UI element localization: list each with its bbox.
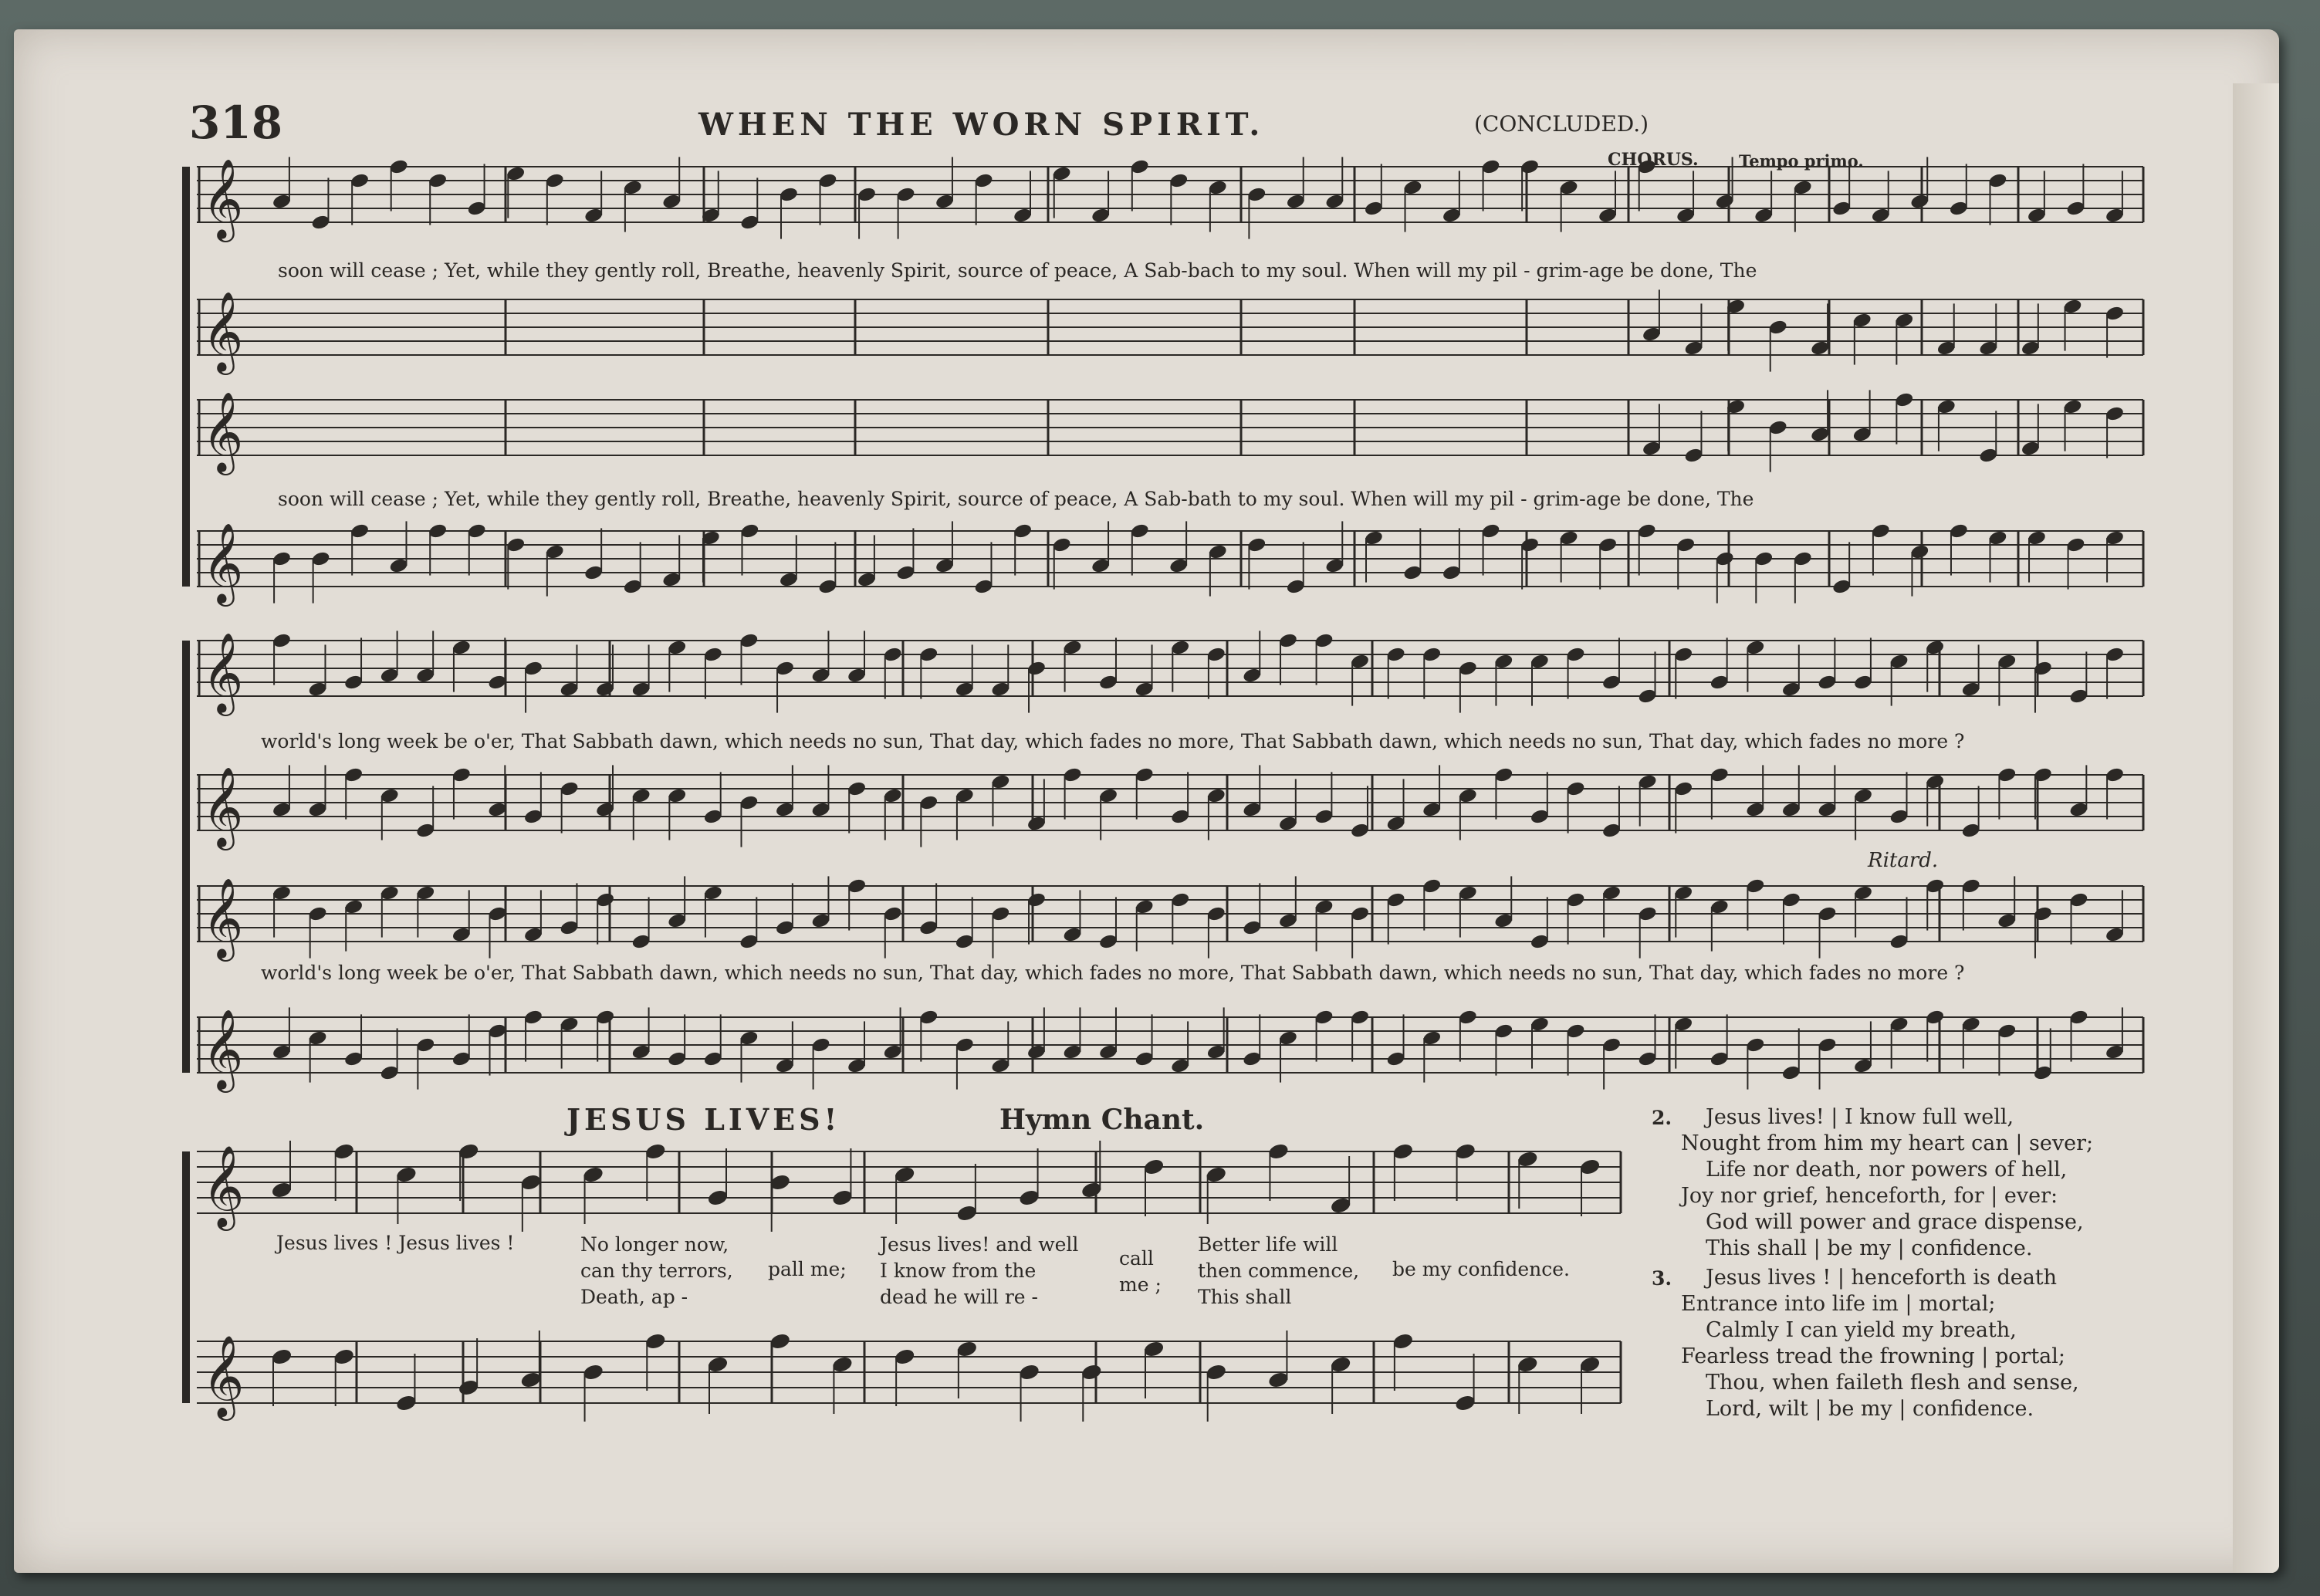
verse-2-number: 2. [1652,1107,1672,1129]
treble-clef: 𝄞 [202,291,244,372]
chant-call-text [1119,1246,1162,1298]
bass-clef: 𝄞 [202,522,244,604]
verse-3-line: Lord, wilt | be my | confidence. [1706,1397,2034,1421]
verse-2-line: God will power and grace dispense, [1706,1210,2084,1234]
system1-lyrics-top: soon will cease ; Yet, while they gently roll, Breathe, heavenly Spirit, source of peace, A Sab-bach to my soul. When will my pil - grim-age be done, The [278,259,1757,282]
chant-group-3-line: This shall [1198,1286,1292,1308]
chant-group-1-line: No longer now, [580,1233,729,1256]
treble-clef: 𝄞 [202,158,244,239]
system2-bracket [182,641,190,1073]
bass-clef: 𝄞 [202,1334,245,1417]
chant-bracket [182,1151,190,1403]
verse-2-line: Joy nor grief, henceforth, for | ever: [1681,1184,2058,1208]
chant-group-1 [580,1232,733,1310]
chant-call-line: me ; [1119,1273,1162,1296]
treble-clef: 𝄞 [202,632,244,713]
treble-clef: 𝄞 [202,766,244,847]
system1-bracket [182,167,190,587]
chant-title: JESUS LIVES! [566,1102,841,1137]
treble-clef: 𝄞 [202,1145,245,1227]
verse-2-line: This shall | be my | confidence. [1706,1236,2033,1260]
verse-3-line: Thou, when faileth flesh and sense, [1706,1371,2079,1395]
tempo-label: Tempo primo. [1739,151,1864,171]
chant-group-2-line: dead he will re - [880,1286,1038,1308]
chant-group-1-line: can thy terrors, [580,1260,733,1282]
system2-lyrics-top: world's long week be o'er, That Sabbath dawn, which needs no sun, That day, which fades no more, That Sabbath dawn, which needs no sun, That day, which fades no more ? [261,730,1965,752]
treble-clef: 𝄞 [202,877,244,959]
system1-lyrics-bottom: soon will cease ; Yet, while they gently roll, Breathe, heavenly Spirit, source of peace, A Sab-bath to my soul. When will my pil - grim-age be done, The [278,488,1754,510]
system2-lyrics-bottom: world's long week be o'er, That Sabbath dawn, which needs no sun, That day, which fades no more, That Sabbath dawn, which needs no sun, That day, which fades no more ? [261,962,1965,984]
bass-clef: 𝄞 [202,1009,244,1090]
chant-call-line: call [1119,1247,1154,1270]
verse-2-line: Jesus lives! | I know full well, [1706,1105,2014,1129]
verse-3-number: 3. [1652,1267,1672,1290]
chant-group-2 [880,1232,1078,1310]
chant-group-2-line: Jesus lives! and well [880,1233,1079,1256]
ritard-marking: Ritard. [1868,849,1939,872]
chant-group-3-line: Better life will [1198,1233,1338,1256]
verse-3-line: Fearless tread the frowning | portal; [1681,1344,2065,1368]
verse-2-line: Life nor death, nor powers of hell, [1706,1158,2068,1182]
chant-group-1-line: Death, ap - [580,1286,688,1308]
verse-2-line: Nought from him my heart can | sever; [1681,1131,2094,1155]
page-number: 318 [189,96,283,149]
verse-3-line: Jesus lives ! | henceforth is death [1706,1266,2058,1290]
treble-clef: 𝄞 [202,391,244,472]
song-title: WHEN THE WORN SPIRIT. [698,107,1265,143]
chant-ending-text: be my confidence. [1392,1258,1570,1280]
chant-group-2-line: I know from the [880,1260,1037,1282]
chant-group-3-line: then commence, [1198,1260,1360,1282]
concluded-label: (CONCLUDED.) [1474,111,1649,137]
verse-3-line: Calmly I can yield my breath, [1706,1318,2017,1342]
chant-pall-text: pall me; [768,1258,847,1280]
chant-opening-text: Jesus lives ! Jesus lives ! [276,1232,515,1254]
chant-group-3 [1198,1232,1359,1310]
chant-subtitle: Hymn Chant. [999,1104,1205,1136]
verse-3-line: Entrance into life im | mortal; [1681,1292,1996,1316]
chorus-label: CHORUS. [1608,150,1699,170]
